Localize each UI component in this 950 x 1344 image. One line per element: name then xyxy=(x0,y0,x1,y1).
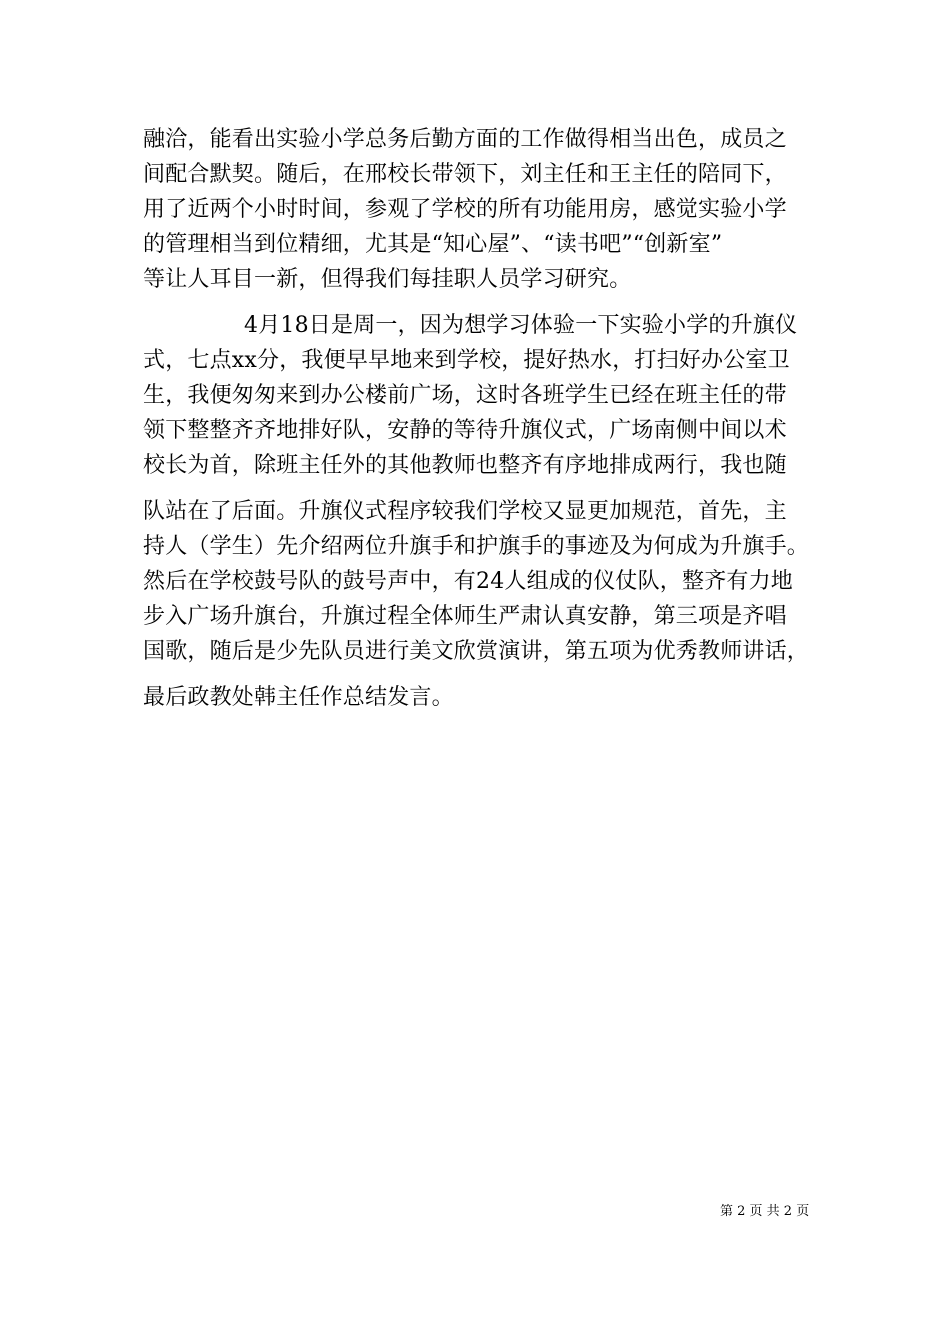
paragraph-2-line-7: 持人（学生）先介绍两位升旗手和护旗手的事迹及为何成为升旗手。 xyxy=(143,534,810,559)
paragraph-1-line-4: 的管理相当到位精细，尤其是“知心屋”、“读书吧”“创新室” xyxy=(143,232,723,257)
paragraph-2-line-2: 式，七点xx分，我便早早地来到学校，提好热水，打扫好办公室卫 xyxy=(143,348,790,373)
paragraph-1-line-2: 间配合默契。随后，在邢校长带领下，刘主任和王主任的陪同下， xyxy=(143,162,787,187)
paragraph-2-line-8: 然后在学校鼓号队的鼓号声中，有24人组成的仪仗队，整齐有力地 xyxy=(143,569,793,594)
page-number: 第 2 页 共 2 页 xyxy=(720,1204,810,1219)
paragraph-2-line-5: 校长为首，除班主任外的其他教师也整齐有序地排成两行，我也随 xyxy=(143,453,787,478)
paragraph-1-line-1: 融洽，能看出实验小学总务后勤方面的工作做得相当出色，成员之 xyxy=(143,127,787,152)
paragraph-2-line-3: 生，我便匆匆来到办公楼前广场，这时各班学生已经在班主任的带 xyxy=(143,383,787,408)
paragraph-2-line-6: 队站在了后面。升旗仪式程序较我们学校又显更加规范，首先，主 xyxy=(143,499,787,524)
paragraph-2-line-4: 领下整整齐齐地排好队，安静的等待升旗仪式，广场南侧中间以术 xyxy=(143,418,787,443)
paragraph-1-line-5: 等让人耳目一新，但得我们每挂职人员学习研究。 xyxy=(143,267,632,292)
paragraph-2-line-10: 国歌，随后是少先队员进行美文欣赏演讲，第五项为优秀教师讲话， xyxy=(143,639,810,664)
paragraph-2-line-1: 4月18日是周一，因为想学习体验一下实验小学的升旗仪 xyxy=(244,313,798,338)
paragraph-2-line-9: 步入广场升旗台，升旗过程全体师生严肃认真安静，第三项是齐唱 xyxy=(143,604,787,629)
paragraph-2-line-11: 最后政教处韩主任作总结发言。 xyxy=(143,685,454,710)
paragraph-1-line-3: 用了近两个小时时间，参观了学校的所有功能用房，感觉实验小学 xyxy=(143,197,787,222)
